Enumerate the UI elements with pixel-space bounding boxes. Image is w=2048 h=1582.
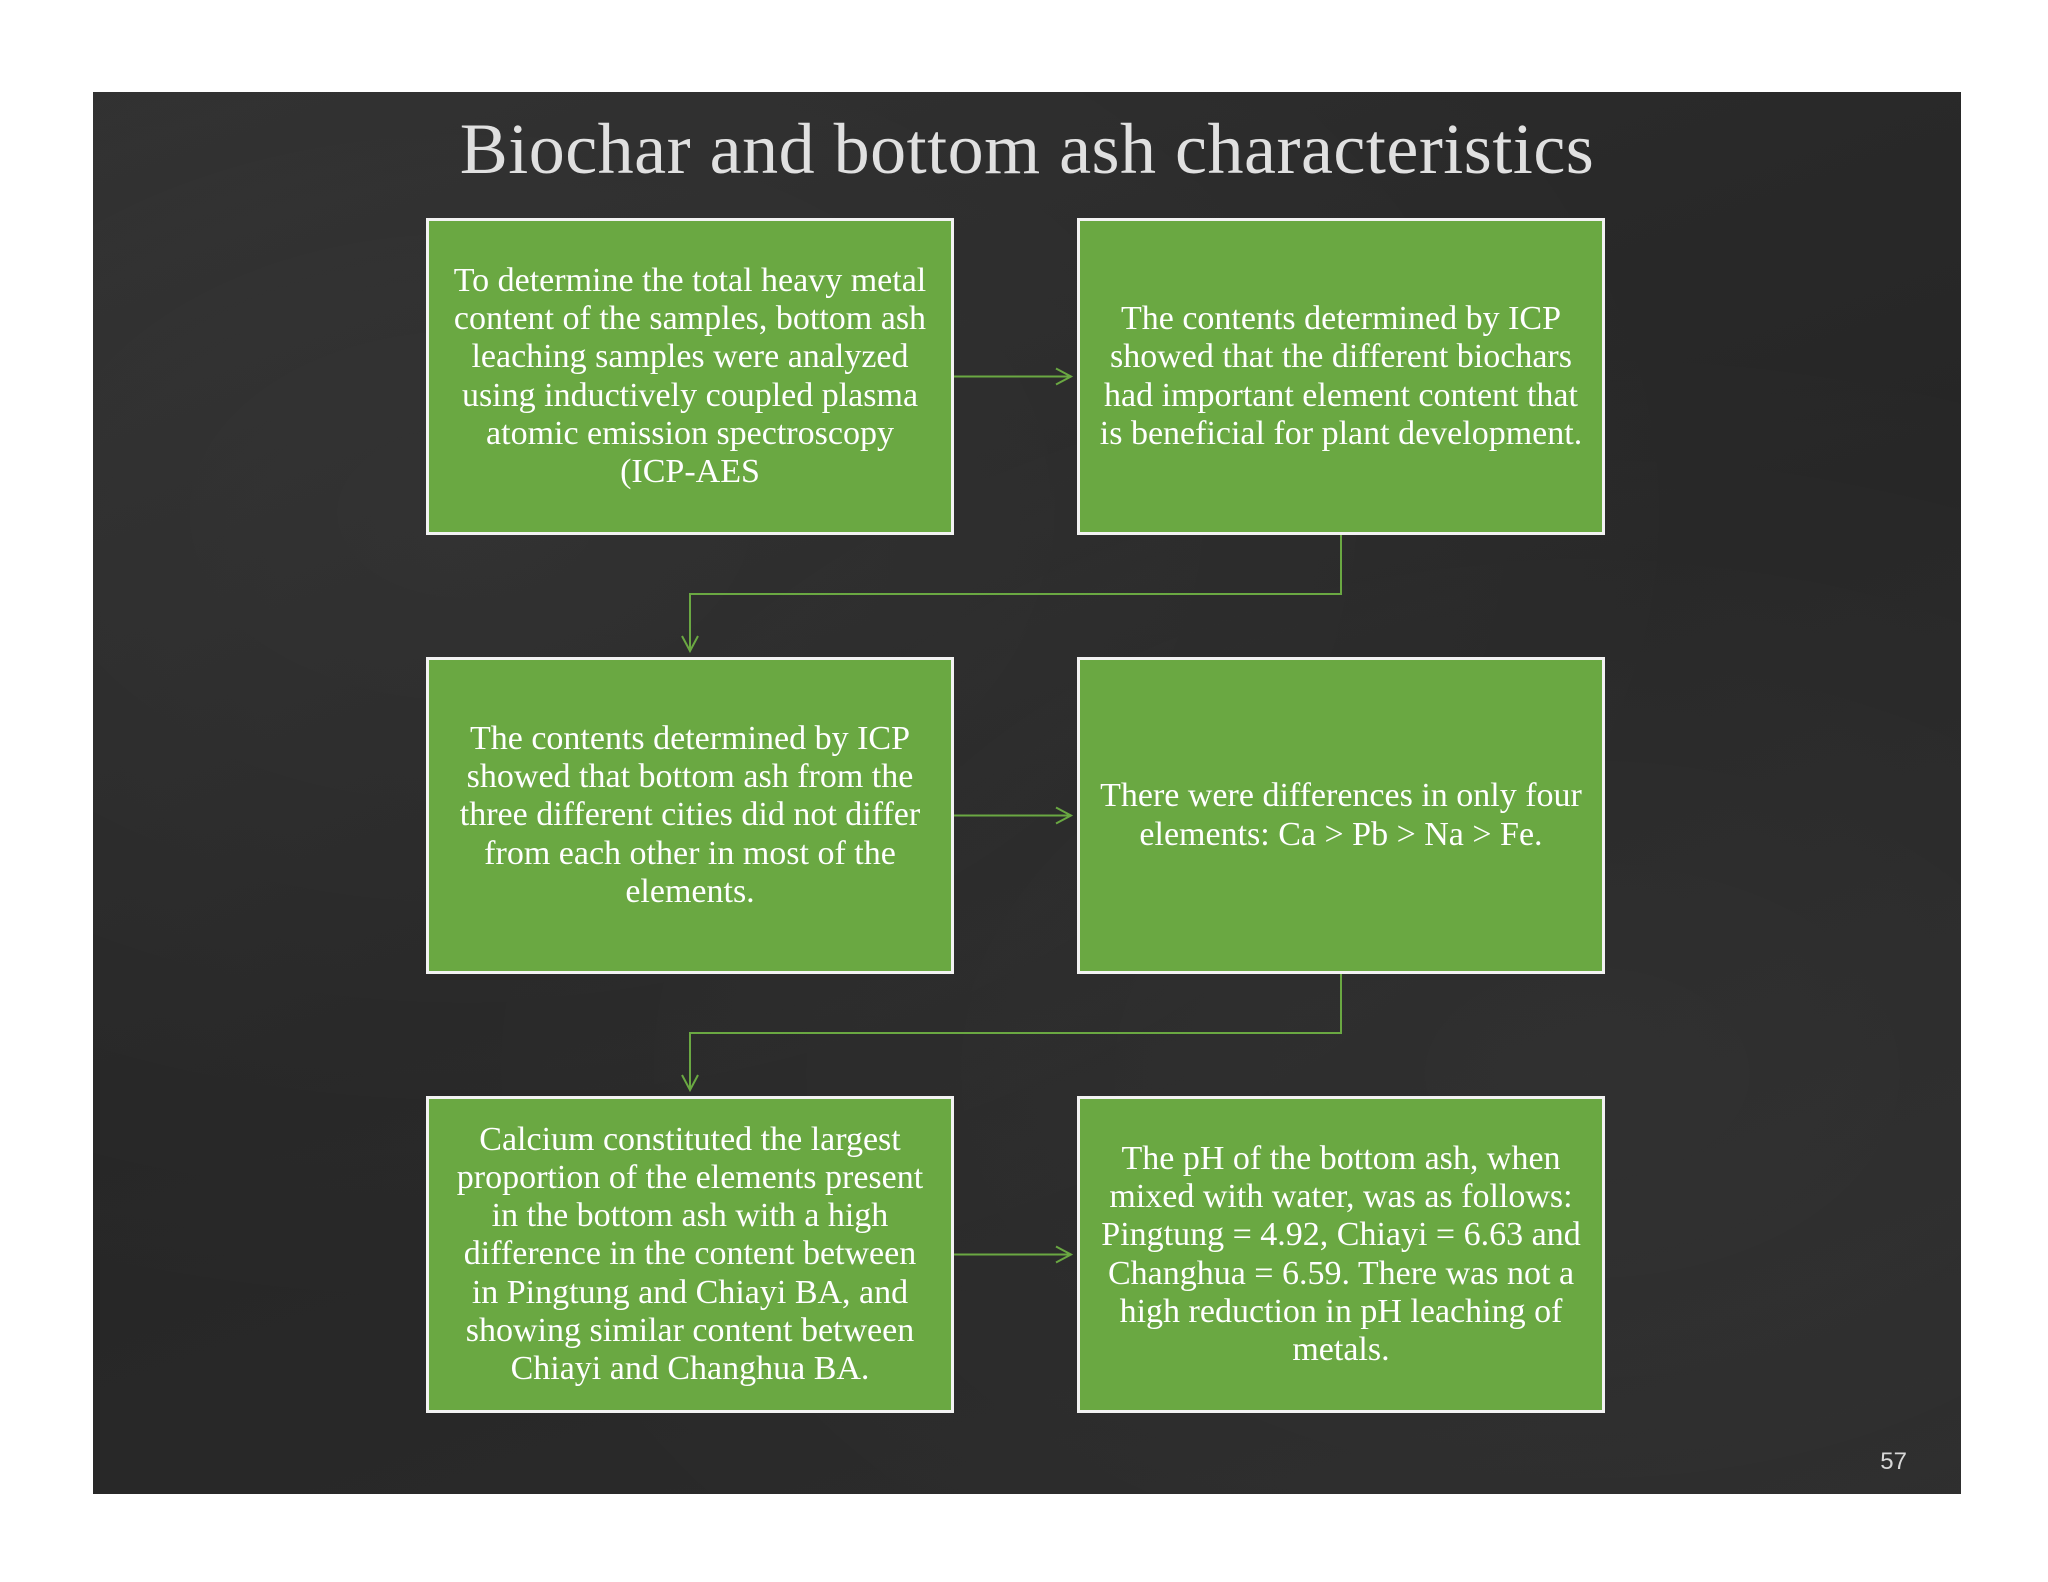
flow-box-1-text: To determine the total heavy metal content of the samples, bottom ash leaching samples were analyzed using inductively coupled plasma atomic emission spectroscopy (ICP-AES <box>453 262 927 490</box>
slide-title: Biochar and bottom ash characteristics <box>459 109 1595 189</box>
flow-box-5-text: Calcium constituted the largest proportion of the elements present in the bottom ash with a high difference in the content between in Pingtung and Chiayi BA, and showing similar content between Chiayi and Changhua BA. <box>456 1121 924 1387</box>
flow-box-1 <box>426 218 954 535</box>
slide <box>93 92 1961 1494</box>
flow-connectors <box>93 92 1961 1494</box>
flow-box-4 <box>1077 657 1605 974</box>
flow-box-3 <box>426 657 954 974</box>
flow-box-6-text: The pH of the bottom ash, when mixed with water, was as follows: Pingtung = 4.92, Chiayi = 6.63 and Changhua = 6.59. There was not a high reduction in pH leaching of metals. <box>1101 1140 1581 1368</box>
connector-arrow-2 <box>690 535 1341 651</box>
flow-box-3-text: The contents determined by ICP showed that bottom ash from the three different cities did not differ from each other in most of the elements. <box>459 720 921 910</box>
flow-box-2-text: The contents determined by ICP showed that the different biochars had important element content that is beneficial for plant development. <box>1099 300 1583 452</box>
flow-box-6 <box>1077 1096 1605 1413</box>
slide-number: 57 <box>1880 1448 1907 1475</box>
flow-box-4-text: There were differences in only four elements: Ca > Pb > Na > Fe. <box>1100 777 1582 853</box>
flow-box-5 <box>426 1096 954 1413</box>
flow-box-2 <box>1077 218 1605 535</box>
connector-arrow-4 <box>690 974 1341 1090</box>
